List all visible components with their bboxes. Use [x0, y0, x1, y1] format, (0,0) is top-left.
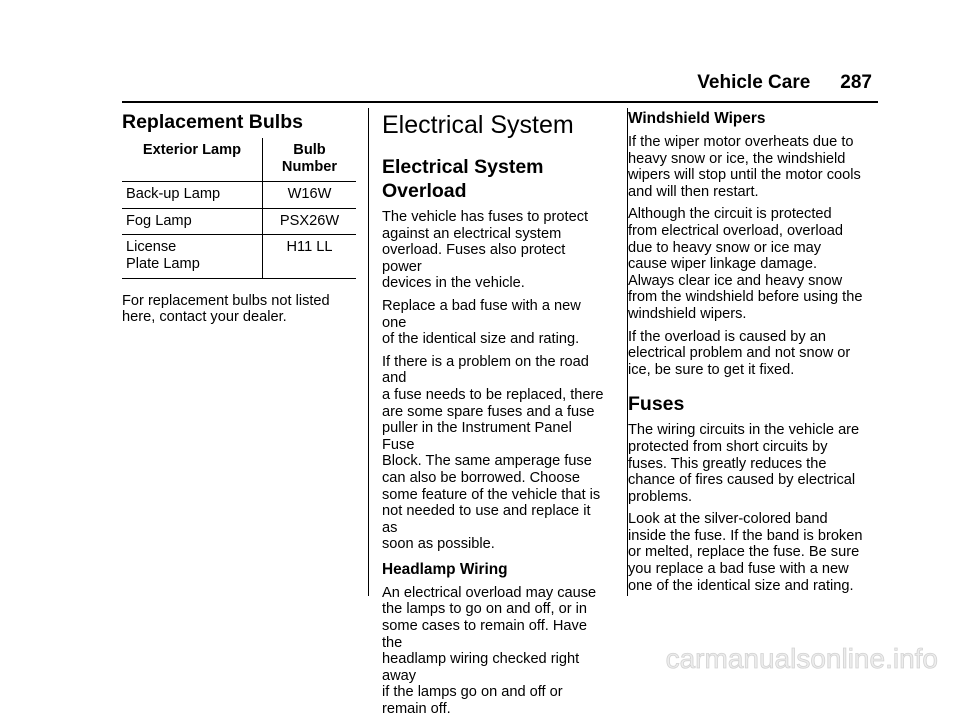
headlamp-wiring-heading: Headlamp Wiring: [382, 560, 508, 578]
table-cell-lamp: Fog Lamp: [122, 208, 263, 235]
watermark-text: carmanualsonline.info: [665, 643, 938, 674]
bulb-table-header-number: Bulb Number: [263, 138, 357, 182]
table-cell-lamp: Back-up Lamp: [122, 182, 263, 209]
wipers-paragraph: If the wiper motor overheats due to heavy snow or ice, the windshield wipers will stop until the motor cools and will then restart.: [628, 134, 861, 200]
table-cell-bulb: PSX26W: [263, 208, 357, 235]
table-cell-bulb: W16W: [263, 182, 357, 209]
table-cell-lamp: License Plate Lamp: [122, 235, 263, 278]
column-divider-left: [368, 108, 369, 596]
fuses-paragraph: Look at the silver-colored band inside the fuse. If the band is broken or melted, replace the fuse. Be sure you replace a bad fuse with a new one of the identical size and rating.: [628, 511, 863, 594]
bulb-table-header-row: [122, 138, 356, 182]
middle-column: [382, 108, 608, 724]
wipers-paragraph: Although the circuit is protected from electrical overload, overload due to heavy snow or ice may cause wiper linkage damage. Always clear ice and heavy snow from the windshield before using the windshield wipers.: [628, 206, 863, 322]
running-head-section: Vehicle Care: [697, 72, 811, 93]
table-row: [122, 235, 356, 278]
right-column: [628, 108, 878, 600]
running-head: [697, 72, 872, 94]
bulb-table-header-lamp: Exterior Lamp: [122, 138, 263, 182]
replacement-bulbs-note: For replacement bulbs not listed here, contact your dealer.: [122, 292, 330, 326]
windshield-wipers-heading: Windshield Wipers: [628, 110, 766, 127]
wipers-paragraph: If the overload is caused by an electrical problem and not snow or ice, be sure to get it fixed.: [628, 328, 851, 378]
page-number: 287: [840, 72, 872, 93]
electrical-system-heading: Electrical System: [382, 111, 574, 139]
overload-paragraph: If there is a problem on the road and a fuse needs to be replaced, there are some spare fuses and a fuse puller in the Instrument Panel Fuse Block. The same amperage fuse can also be borrowed. Choose some feature of the vehicle that is not needed to use and replace it as soon as possible.: [382, 353, 604, 553]
overload-heading: Electrical System Overload: [382, 156, 544, 202]
table-row: [122, 208, 356, 235]
overload-paragraph: Replace a bad fuse with a new one of the identical size and rating.: [382, 297, 581, 348]
bulb-table: [122, 138, 356, 279]
table-row: [122, 182, 356, 209]
fuses-paragraph: The wiring circuits in the vehicle are protected from short circuits by fuses. This greatly reduces the chance of fires caused by electrical problems.: [628, 422, 860, 505]
left-column: [122, 108, 356, 332]
header-rule: [122, 101, 878, 103]
replacement-bulbs-heading: Replacement Bulbs: [122, 111, 303, 133]
table-cell-bulb: H11 LL: [263, 235, 357, 278]
headlamp-paragraph: An electrical overload may cause the lamps to go on and off, or in some cases to remain off. Have the headlamp wiring checked right away if the lamps go on and off or remain off.: [382, 584, 597, 718]
overload-paragraph: The vehicle has fuses to protect against an electrical system overload. Fuses also protect power devices in the vehicle.: [382, 209, 589, 292]
fuses-heading: Fuses: [628, 393, 685, 416]
